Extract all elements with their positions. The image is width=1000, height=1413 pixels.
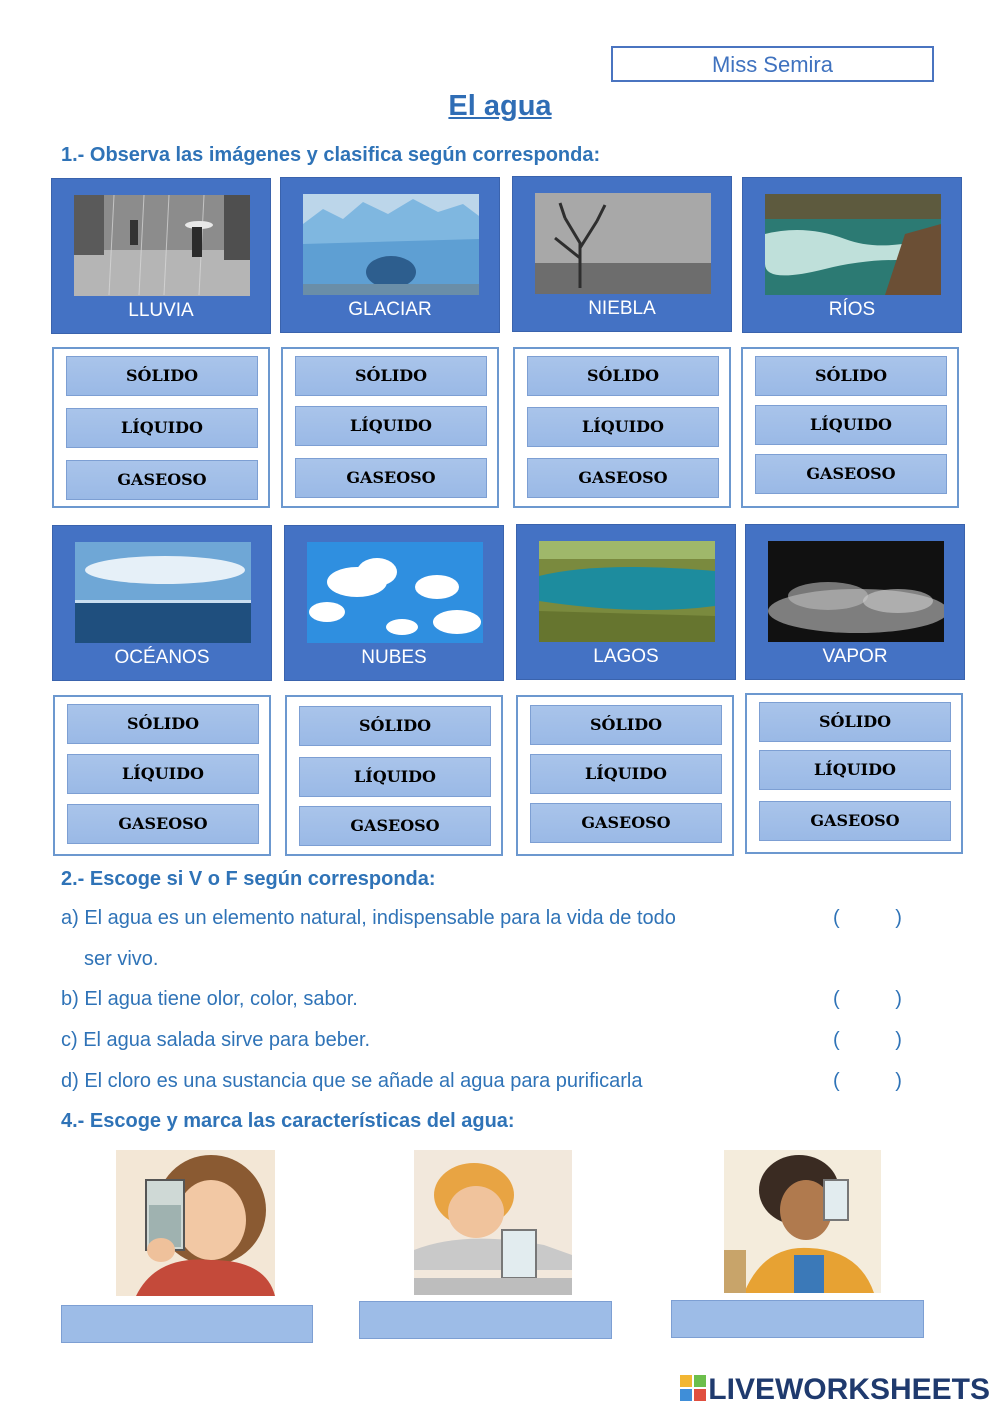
teacher-name-box: Miss Semira	[611, 46, 934, 82]
option-gaseoso[interactable]: GASEOSO	[67, 804, 259, 844]
card-label: LLUVIA	[128, 300, 194, 321]
answer-box-1[interactable]	[61, 1305, 313, 1343]
option-gaseoso[interactable]: GASEOSO	[759, 801, 951, 841]
options-lagos	[516, 695, 734, 856]
option-liquido[interactable]: LÍQUIDO	[295, 406, 487, 446]
lake-image	[539, 541, 715, 642]
answer-parens-c[interactable]: ( )	[833, 1029, 902, 1051]
card-vapor	[745, 524, 965, 680]
card-nubes	[284, 525, 504, 681]
option-gaseoso[interactable]: GASEOSO	[755, 454, 947, 494]
ocean-image	[75, 542, 251, 643]
option-solido[interactable]: SÓLIDO	[530, 705, 722, 745]
section-1-heading: 1.- Observa las imágenes y clasifica según corresponda:	[61, 144, 601, 166]
liveworksheets-brand	[680, 1373, 990, 1407]
boy-smelling-glass-illustration	[414, 1150, 572, 1295]
statement-b: b) El agua tiene olor, color, sabor.	[61, 988, 358, 1010]
fog-image	[535, 193, 711, 294]
card-oceanos	[52, 525, 272, 681]
option-liquido[interactable]: LÍQUIDO	[66, 408, 258, 448]
rain-image	[74, 195, 250, 296]
card-lagos	[516, 524, 736, 680]
answer-box-2[interactable]	[359, 1301, 612, 1339]
option-gaseoso[interactable]: GASEOSO	[295, 458, 487, 498]
options-nubes	[285, 695, 503, 856]
option-solido[interactable]: SÓLIDO	[755, 356, 947, 396]
option-liquido[interactable]: LÍQUIDO	[759, 750, 951, 790]
option-gaseoso[interactable]: GASEOSO	[530, 803, 722, 843]
option-solido[interactable]: SÓLIDO	[295, 356, 487, 396]
card-glaciar	[280, 177, 500, 333]
girl-drinking-water-illustration	[724, 1150, 881, 1293]
card-label: NUBES	[361, 647, 427, 668]
options-rios	[741, 347, 959, 508]
option-solido[interactable]: SÓLIDO	[299, 706, 491, 746]
statement-a: a) El agua es un elemento natural, indispensable para la vida de todo	[61, 907, 676, 929]
option-gaseoso[interactable]: GASEOSO	[299, 806, 491, 846]
option-solido[interactable]: SÓLIDO	[67, 704, 259, 744]
option-gaseoso[interactable]: GASEOSO	[66, 460, 258, 500]
card-label: LAGOS	[593, 646, 659, 667]
option-liquido[interactable]: LÍQUIDO	[299, 757, 491, 797]
girl-looking-at-glass-illustration	[116, 1150, 275, 1296]
section-4-heading: 4.- Escoge y marca las características del agua:	[61, 1110, 515, 1132]
options-glaciar	[281, 347, 499, 508]
page-title: El agua	[448, 90, 552, 122]
card-niebla	[512, 176, 732, 332]
options-niebla	[513, 347, 731, 508]
answer-parens-b[interactable]: ( )	[833, 988, 902, 1010]
brand-text: LIVEWORKSHEETS	[708, 1373, 990, 1406]
option-liquido[interactable]: LÍQUIDO	[67, 754, 259, 794]
card-label: OCÉANOS	[114, 647, 210, 668]
river-image	[765, 194, 941, 295]
option-liquido[interactable]: LÍQUIDO	[530, 754, 722, 794]
option-liquido[interactable]: LÍQUIDO	[527, 407, 719, 447]
answer-box-3[interactable]	[671, 1300, 924, 1338]
option-gaseoso[interactable]: GASEOSO	[527, 458, 719, 498]
option-solido[interactable]: SÓLIDO	[527, 356, 719, 396]
option-liquido[interactable]: LÍQUIDO	[755, 405, 947, 445]
statement-a-continued: ser vivo.	[84, 948, 159, 970]
statement-d: d) El cloro es una sustancia que se añade al agua para purificarla	[61, 1070, 643, 1092]
options-lluvia	[52, 347, 270, 508]
card-lluvia	[51, 178, 271, 334]
section-2-heading: 2.- Escoge si V o F según corresponda:	[61, 868, 436, 890]
options-oceanos	[53, 695, 271, 856]
liveworksheets-logo-icon	[680, 1375, 706, 1401]
answer-parens-d[interactable]: ( )	[833, 1070, 902, 1092]
option-solido[interactable]: SÓLIDO	[66, 356, 258, 396]
card-rios	[742, 177, 962, 333]
statement-c: c) El agua salada sirve para beber.	[61, 1029, 371, 1051]
card-label: NIEBLA	[588, 298, 656, 319]
option-solido[interactable]: SÓLIDO	[759, 702, 951, 742]
clouds-image	[307, 542, 483, 643]
card-label: GLACIAR	[348, 299, 432, 320]
options-vapor	[745, 693, 963, 854]
card-label: VAPOR	[822, 646, 888, 667]
steam-image	[768, 541, 944, 642]
glacier-image	[303, 194, 479, 295]
answer-parens-a[interactable]: ( )	[833, 907, 902, 929]
card-label: RÍOS	[828, 299, 876, 320]
